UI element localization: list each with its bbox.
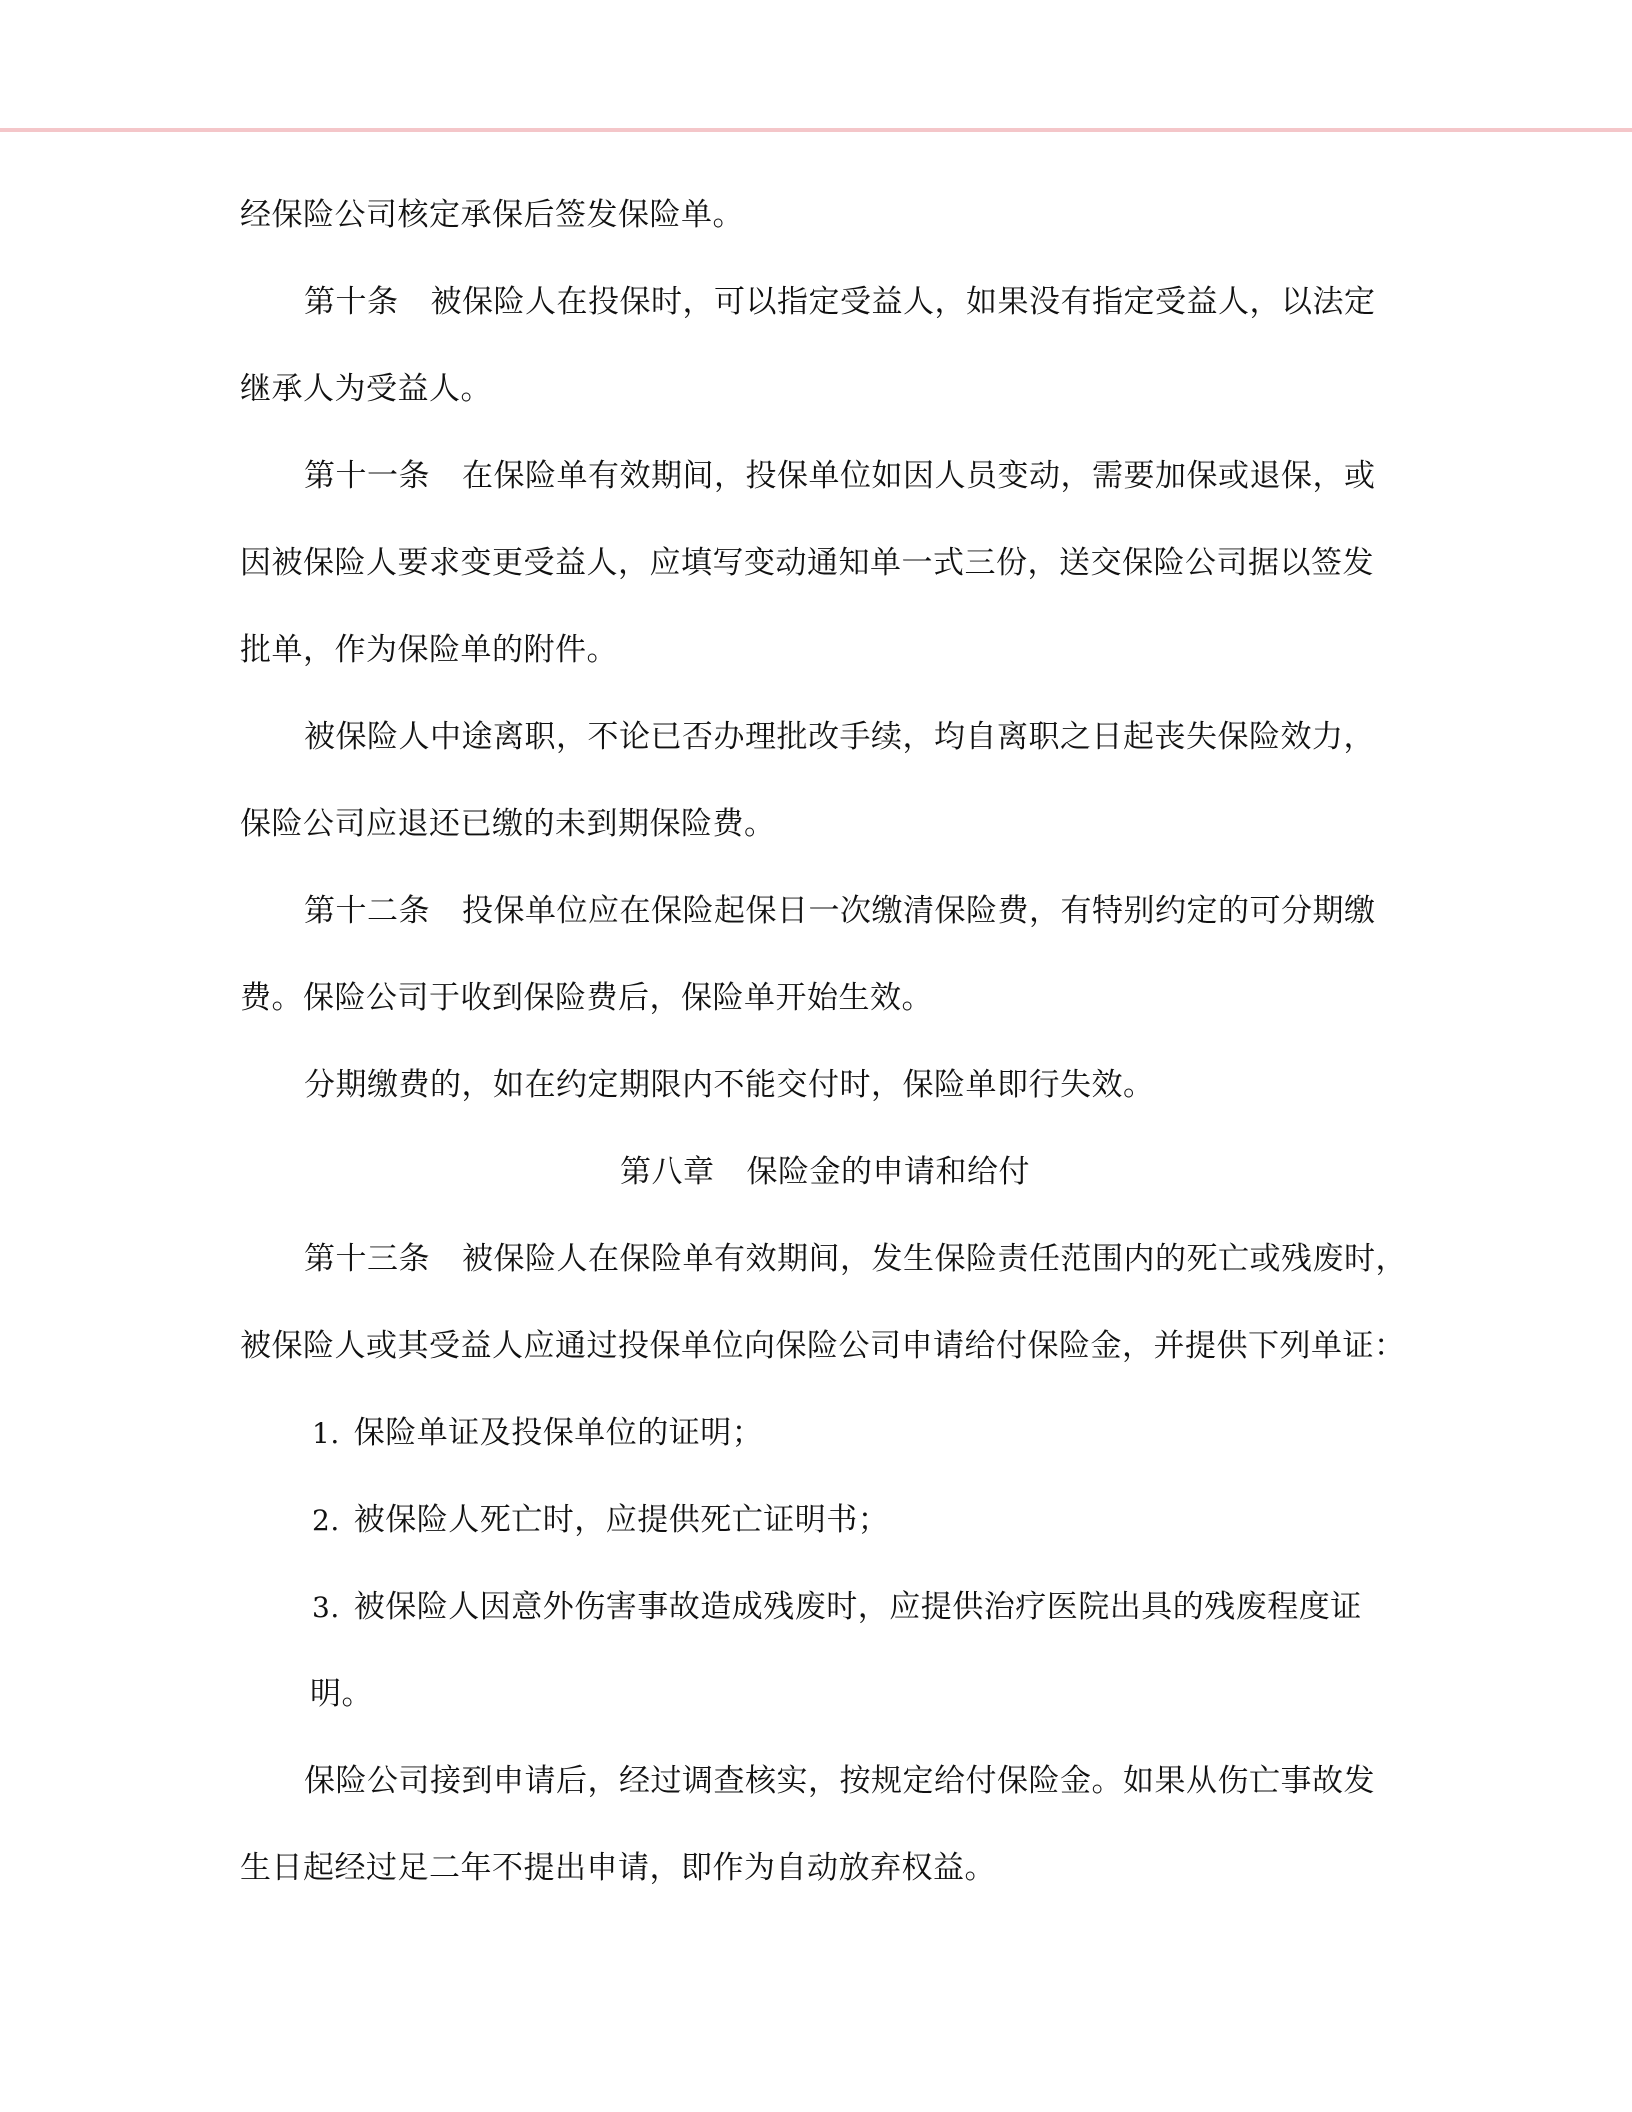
payment-paragraph-line-1: [240, 1738, 1410, 1825]
chapter-label: 第八章: [620, 1154, 715, 1190]
paragraph-line: [240, 172, 1410, 259]
article-label: 第十三条: [304, 1241, 430, 1277]
article-label: 第十二条: [304, 893, 430, 929]
list-text: 被保险人因意外伤害事故造成残废时，应提供治疗医院出具的残废程度证: [353, 1589, 1362, 1625]
text-line: 保险公司应退还已缴的未到期保险费。: [240, 806, 776, 842]
list-number: 2.: [312, 1504, 340, 1537]
list-text: 明。: [310, 1676, 373, 1712]
article-13-line-2: [240, 1303, 1410, 1390]
article-10-line-2: [240, 346, 1410, 433]
list-number: 3.: [312, 1591, 340, 1624]
chapter-heading: [240, 1129, 1410, 1216]
text-line: 费。保险公司于收到保险费后，保险单开始生效。: [240, 980, 933, 1016]
article-11-line-1: [240, 433, 1410, 520]
text-line: 投保单位应在保险起保日一次缴清保险费，有特别约定的可分期缴: [462, 893, 1376, 929]
text-line: 生日起经过足二年不提出申请，即作为自动放弃权益。: [240, 1850, 996, 1886]
text-line: 被保险人在保险单有效期间，发生保险责任范围内的死亡或残废时，: [462, 1241, 1407, 1277]
list-text: 被保险人死亡时，应提供死亡证明书；: [353, 1502, 890, 1538]
text-line: 批单，作为保险单的附件。: [240, 632, 618, 668]
payment-paragraph-line-2: [240, 1825, 1410, 1912]
list-text: 保险单证及投保单位的证明；: [353, 1415, 764, 1451]
text-line: 被保险人或其受益人应通过投保单位向保险公司申请给付保险金，并提供下列单证：: [240, 1328, 1406, 1364]
list-item: [240, 1390, 1410, 1477]
document-body: [240, 172, 1410, 1912]
text-line: 保险公司接到申请后，经过调查核实，按规定给付保险金。如果从伤亡事故发: [304, 1763, 1375, 1799]
text-line: 在保险单有效期间，投保单位如因人员变动，需要加保或退保，或: [462, 458, 1376, 494]
list-item: [240, 1564, 1410, 1651]
text-line: 因被保险人要求变更受益人，应填写变动通知单一式三份，送交保险公司据以签发: [240, 545, 1374, 581]
article-10-line-1: [240, 259, 1410, 346]
text-line: 被保险人在投保时，可以指定受益人，如果没有指定受益人，以法定: [430, 284, 1376, 320]
installment-paragraph-line: [240, 1042, 1410, 1129]
text-line: 被保险人中途离职，不论已否办理批改手续，均自离职之日起丧失保险效力，: [304, 719, 1375, 755]
article-label: 第十条: [304, 284, 399, 320]
leave-paragraph-line-1: [240, 694, 1410, 781]
article-label: 第十一条: [304, 458, 430, 494]
text-line: 经保险公司核定承保后签发保险单。: [240, 197, 744, 233]
leave-paragraph-line-2: [240, 781, 1410, 868]
chapter-title: 保险金的申请和给付: [746, 1154, 1030, 1190]
text-line: 分期缴费的，如在约定期限内不能交付时，保险单即行失效。: [304, 1067, 1155, 1103]
text-line: 继承人为受益人。: [240, 371, 492, 407]
list-item: [240, 1477, 1410, 1564]
article-11-line-3: [240, 607, 1410, 694]
article-11-line-2: [240, 520, 1410, 607]
list-number: 1.: [312, 1417, 340, 1450]
article-13-line-1: [240, 1216, 1410, 1303]
article-12-line-1: [240, 868, 1410, 955]
header-rule: [0, 128, 1632, 132]
article-12-line-2: [240, 955, 1410, 1042]
list-item-continuation: [240, 1651, 1410, 1738]
